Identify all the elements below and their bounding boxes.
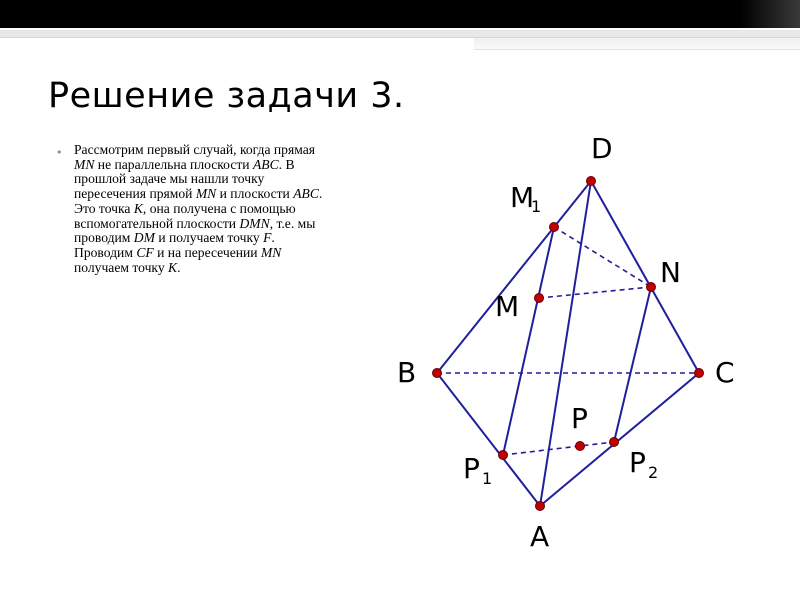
bullet-text-italic: DMN <box>239 215 270 231</box>
bullet-text-italic: MN <box>74 156 95 172</box>
bullet-text-italic: ABC <box>252 156 279 172</box>
bullet-text-italic: ABC <box>293 186 319 202</box>
bullet-text-run: получаем точку <box>74 259 169 275</box>
bullet-text-run: , т.е. мы проводим <box>74 215 316 246</box>
bullet-text-run: Рассмотрим первый случай, когда прямая <box>74 142 316 157</box>
label-P1-sub: 1 <box>482 469 493 488</box>
point-P1 <box>499 451 508 460</box>
point-N <box>647 283 656 292</box>
label-P2-sub: 2 <box>648 463 659 482</box>
point-P2 <box>610 438 619 447</box>
label-C: C <box>715 356 735 389</box>
dashed-P1P2 <box>503 442 614 455</box>
bullet-text-run: , она получена с помощью вспомогательной плоскости <box>74 200 296 231</box>
edge-DC <box>591 181 699 373</box>
bullet-text-run: и плоскости <box>216 186 294 202</box>
point-M1 <box>550 223 559 232</box>
point-A <box>536 502 545 511</box>
bullet-text-run: и получаем точку <box>154 230 264 246</box>
dashed-MN <box>539 287 651 298</box>
bullet-dot-icon: • <box>56 146 63 159</box>
dashed-M1N <box>554 227 651 287</box>
label-A: A <box>530 520 550 553</box>
point-M <box>535 294 544 303</box>
pyramid-diagram <box>390 118 750 558</box>
bullet-text-italic: F <box>263 230 272 246</box>
label-N: N <box>660 256 681 289</box>
bullet-text-run: и на пересечении <box>153 244 261 260</box>
label-P1: P <box>463 452 480 485</box>
bullet-text-italic: MN <box>260 244 282 260</box>
point-C <box>695 369 704 378</box>
bullet-text-run: не параллельна плоскости <box>94 156 253 172</box>
top-bar <box>0 0 800 28</box>
bullet-text-run: . В прошлой задаче мы нашли точку пересечения прямой <box>74 156 295 202</box>
slide-title: Решение задачи 3. <box>48 76 405 116</box>
line-M1P1 <box>503 227 554 455</box>
bullet-text-run: . <box>177 259 181 275</box>
top-decoration-line <box>0 30 800 38</box>
edge-DA <box>540 181 591 506</box>
point-P <box>576 442 585 451</box>
label-P2: P <box>629 446 646 479</box>
bullet-text-run: . Это точка <box>74 186 323 216</box>
edge-CA <box>540 373 699 506</box>
top-decoration-ribbon <box>474 38 800 50</box>
bullet-text-italic: MN <box>195 186 217 202</box>
label-M: M <box>495 290 520 323</box>
bullet-text-italic: K <box>168 259 178 275</box>
bullet-text <box>74 143 330 275</box>
label-M1-sub: 1 <box>531 197 542 216</box>
label-B: B <box>397 356 417 389</box>
point-B <box>433 369 442 378</box>
bullet-item <box>56 142 330 275</box>
bullet-text-italic: CF <box>136 244 154 260</box>
bullet-text-italic: K <box>133 200 143 216</box>
bullet-text-italic: DM <box>133 230 155 246</box>
top-bar-accent <box>740 0 800 28</box>
label-P: P <box>571 402 588 435</box>
bullet-text-run: . Проводим <box>74 230 275 260</box>
label-M1: M <box>510 181 535 214</box>
label-D: D <box>591 132 613 165</box>
point-D <box>587 177 596 186</box>
